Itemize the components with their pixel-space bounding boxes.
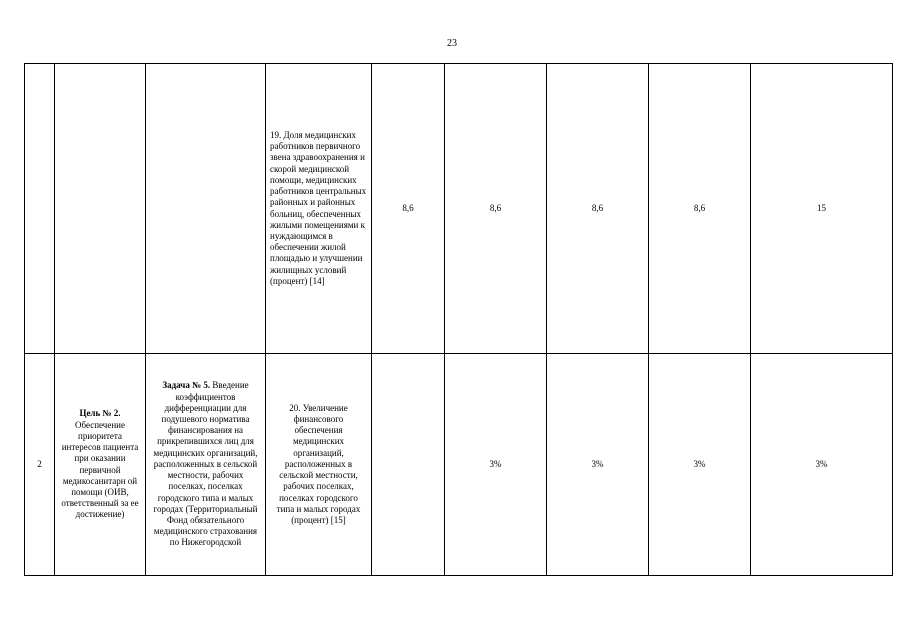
task-text: Введение коэффициентов дифференциации для подушевого норматива финансирования на прикрепившихся лиц для медицинских организаций, расположенных в сельской местности, рабочих поселках, поселках городского типа и малых городах (Территориальный Фонд обязательного медицинского страхования по Нижегородской — [153, 380, 258, 548]
value-cell: 3% — [649, 354, 751, 576]
value-cell: 8,6 — [445, 64, 547, 354]
value-cell: 8,6 — [649, 64, 751, 354]
value-cell: 15 — [751, 64, 893, 354]
indicator-cell: 20. Увеличение финансового обеспечения медицинских организаций, расположенных в сельской местности, рабочих поселках, поселках городского типа и малых городах (процент) [15] — [266, 354, 372, 576]
task-label: Задача № 5. — [162, 380, 211, 391]
row-number: 2 — [25, 354, 55, 576]
value-cell: 3% — [547, 354, 649, 576]
table-row — [25, 354, 893, 576]
goal-cell — [55, 64, 146, 354]
page-number: 23 — [447, 38, 457, 49]
value-cell: 8,6 — [547, 64, 649, 354]
goal-label: Цель № 2. — [79, 408, 121, 419]
task-cell — [146, 354, 266, 576]
value-cell: 3% — [445, 354, 547, 576]
value-cell: 8,6 — [372, 64, 445, 354]
indicators-table — [24, 63, 893, 576]
goal-text: Обеспечение приоритета интересов пациента при оказании первичной медикосанитарн ой помощи (ОИВ, ответственный за ее достижение) — [61, 419, 139, 520]
value-cell — [372, 354, 445, 576]
task-cell — [146, 64, 266, 354]
indicator-cell: 19. Доля медицинских работников первичного звена здравоохранения и скорой медицинской помощи, медицинских работников центральных районных и районных больниц, обеспеченных жилыми помещениями к нуждающимся в обеспечении жилой площадью и улучшении жилищных условий (процент) [14] — [266, 64, 372, 354]
value-cell: 3% — [751, 354, 893, 576]
table-row — [25, 64, 893, 354]
row-number — [25, 64, 55, 354]
goal-cell — [55, 354, 146, 576]
